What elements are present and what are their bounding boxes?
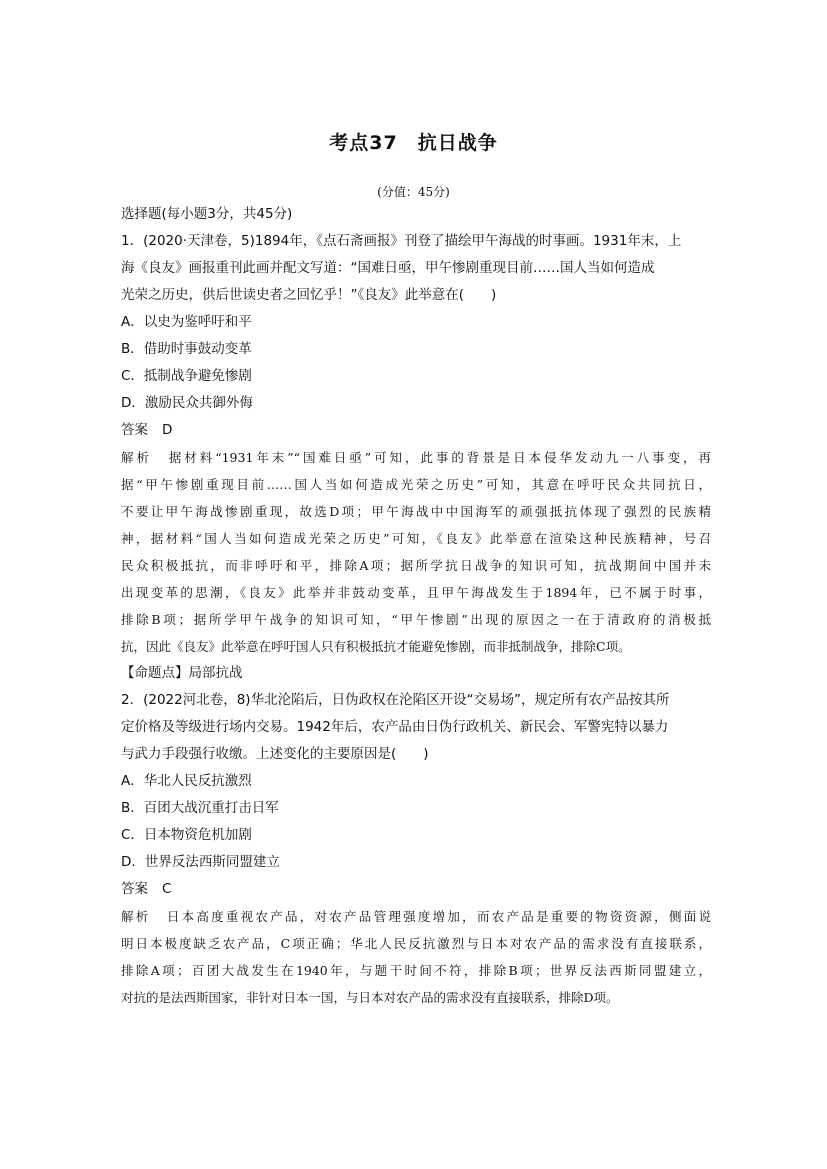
- q2-option-b: B．百团大战沉重打击日军: [121, 800, 279, 816]
- q1-option-d: D．激励民众共御外侮: [121, 395, 253, 411]
- q1-answer: [121, 417, 711, 444]
- q1-option-b: B．借助时事鼓动变革: [121, 341, 252, 357]
- q1-explanation-line: 抗，因此《良友》此举意在呼吁国人只有积极抵抗才能避免惨剧，而非抵制战争，排除C项。: [121, 639, 631, 654]
- q2-stem-line: 定价格及等级进行场内交易。1942年后，农产品由日伪行政机关、新民会、军警宪特以暴力: [121, 719, 669, 735]
- answer-label: 答案: [121, 881, 148, 897]
- q1-option-a: A．以史为鉴呼吁和平: [121, 314, 252, 330]
- explanation-label: 解析: [121, 909, 151, 924]
- section-heading: 选择题(每小题3分，共45分): [121, 206, 293, 222]
- q1-explanation-line: 神，据材料“国人当如何造成光荣之历史”可知，《良友》此举意在渲染这种民族精神，号召: [121, 531, 711, 546]
- q1-stem-line: 光荣之历史，供后世读史者之回忆乎！”《良友》此举意在( ): [121, 287, 497, 303]
- score-note: (分值：45分): [377, 185, 450, 199]
- q2-explanation-line: [121, 903, 711, 930]
- explanation-text: 据材料“1931年末”“国难日亟”可知，此事的背景是日本侵华发动九一八事变，再: [165, 450, 711, 465]
- content: [121, 201, 711, 1011]
- q1-explanation-line: 不要让甲午海战惨剧重现，故选D项；甲午海战中中国海军的顽强抵抗体现了强烈的民族精: [121, 504, 711, 519]
- q2-explanation-line: 对抗的是法西斯国家，非针对日本一国，与日本对农产品的需求没有直接联系，排除D项。: [121, 990, 619, 1005]
- q1-stem-line: 海《良友》画报重刊此画并配文写道：“国难日亟，甲午惨剧重现目前……国人当如何造成: [121, 260, 655, 276]
- q2-explanation-line: 明日本极度缺乏农产品，C项正确；华北人民反抗激烈与日本对农产品的需求没有直接联系，: [121, 936, 711, 951]
- q2-answer: [121, 876, 711, 903]
- q1-topic-tag: 【命题点】局部抗战: [121, 665, 243, 681]
- question-2: [121, 687, 711, 1011]
- q1-explanation-line: [121, 444, 711, 471]
- explanation-text: 日本高度重视农产品，对农产品管理强度增加，而农产品是重要的物资资源，侧面说: [164, 909, 711, 924]
- answer-label: 答案: [121, 422, 148, 438]
- q2-option-c: C．日本物资危机加剧: [121, 827, 252, 843]
- q2-explanation-line: 排除A项；百团大战发生在1940年，与题干时间不符，排除B项；世界反法西斯同盟建立，: [121, 963, 711, 978]
- q1-explanation-line: 出现变革的思潮，《良友》此举并非鼓动变革，且甲午海战发生于1894年，已不属于时事，: [121, 585, 711, 600]
- q2-stem-line: 2．(2022河北卷，8)华北沦陷后，日伪政权在沦陷区开设“交易场”，规定所有农产品按其所: [121, 692, 670, 708]
- q1-explanation-line: 排除B项；据所学甲午战争的知识可知，“甲午惨剧”出现的原因之一在于清政府的消极抵: [121, 612, 711, 627]
- q1-explanation-line: 据“甲午惨剧重现目前……国人当如何造成光荣之历史”可知，其意在呼吁民众共同抗日，: [121, 477, 711, 492]
- q1-explanation-line: 民众积极抵抗，而非呼吁和平，排除A项；据所学抗日战争的知识可知，抗战期间中国并未: [121, 558, 711, 573]
- q2-option-a: A．华北人民反抗激烈: [121, 773, 252, 789]
- q1-option-c: C．抵制战争避免惨剧: [121, 368, 252, 384]
- q1-stem-line: 1．(2020·天津卷，5)1894年，《点石斋画报》刊登了描绘甲午海战的时事画。1931年末，上: [121, 233, 682, 249]
- question-1: [121, 228, 711, 687]
- page-title: 考点37 抗日战争: [329, 132, 498, 154]
- answer-value: D: [162, 422, 173, 438]
- answer-value: C: [162, 881, 172, 897]
- explanation-label: 解析: [121, 450, 152, 465]
- q2-stem-line: 与武力手段强行收缴。上述变化的主要原因是( ): [121, 746, 429, 762]
- q2-option-d: D．世界反法西斯同盟建立: [121, 854, 280, 870]
